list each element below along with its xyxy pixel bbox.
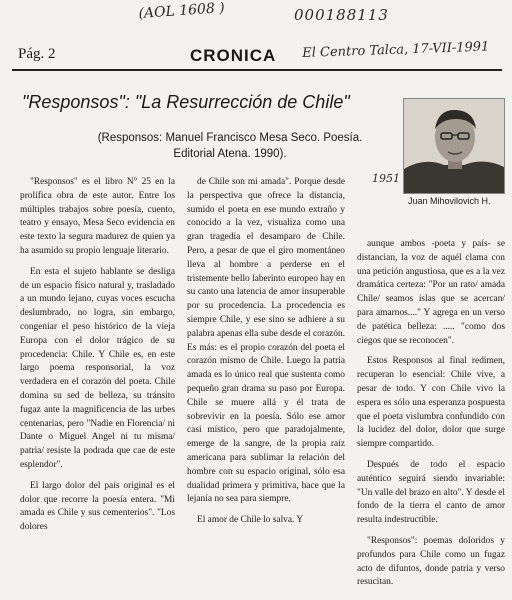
article-column-3	[357, 238, 505, 597]
portrait-image	[404, 99, 504, 193]
paragraph: aunque ambos -poeta y país- se distancian, la voz de aquél clama con una petición angustiosa, que es a la vez dramática certeza: "Por un rato/ amada Chile/ seamos islas que se acercan/ para amarnos...." Y agrega en un verso de patética belleza: ..... "como dos ciegos que se reconocen".	[357, 239, 505, 346]
paragraph: "Responsos": poemas doloridos y profundos para Chile como un fugaz acto de difuntos, donde patria y verso resucitan.	[357, 535, 505, 588]
header-rule	[12, 69, 502, 71]
article-column-2	[187, 176, 345, 535]
photo-caption: Juan Mihovilovich H.	[408, 196, 491, 206]
section-title: CRONICA	[190, 46, 277, 65]
paragraph: El amor de Chile lo salva. Y	[197, 515, 304, 526]
page-number: Pág. 2	[18, 46, 56, 62]
paragraph: Después de todo el espacio auténtico seguirá siendo invariable: "Un valle del brazo en alto". Y desde el fondo de la tierra el canto de amor resulta indestructible.	[357, 459, 505, 526]
handwritten-source-note: El Centro Talca, 17-VII-1991	[302, 39, 490, 61]
article-subtitle	[70, 130, 390, 162]
paragraph: "Responsos" es el libro N° 25 en la prolífica obra de este autor. Entre los múltiples trabajos sobre poesía, cuento, teatro y ensayo, Mesa Seco evidencia en este texto la segura madurez de quien ya ha asumido su propio lenguaje literario.	[20, 177, 175, 256]
paragraph: En esta el sujeto hablante se desliga de un espacio físico natural y, trasladado a un mundo lejano, cuyas voces escucha deslumbrado, no logra, sin embargo, congeniar el peso histórico de la vieja Europa con el dolor trágico de su procedencia: Chile. Y Chile es, en este largo poema responsorial, la voz verdadera en el corazón del poeta. Chile domina su sed de belleza, su tránsito fugaz ante la magnificencia de las urbes centenarias, pero "Nadie en Florencia/ ni Dante o Miguel Angel ni tu misma/ patria/ resiste la podrada que cae de este esplendor".	[20, 266, 175, 470]
subtitle-line: Editorial Atena. 1990).	[173, 148, 287, 160]
author-photo	[403, 98, 505, 194]
paragraph: El largo dolor del país original es el dolor que recorre la poesía entera. "Mi amada es Chile y sus cementerios". "Los dolores	[20, 480, 175, 533]
subtitle-line: (Responsos: Manuel Francisco Mesa Seco. Poesía.	[97, 132, 363, 144]
handwritten-year-note: 1951	[372, 172, 400, 185]
paragraph: Estos Responsos al final redimen, recuperan lo esencial: Chile vive, a pesar de todo. Y con Chile vivo la espera es sólo una esperanza pospuesta que el poeta vislumbra confundido con la lucidez del dolor, dolor que surge siempre compartido.	[357, 356, 505, 450]
paragraph: de Chile son mi amada". Porque desde la perspectiva que ofrece la distancia, sumido el poeta en ese mundo extraño y conocido a la vez, visualiza como una gran tragedia el desamparo de Chile. Pero, a pesar de que el giro momentáneo lleva al hombre a perderse en el tristemente bello laberinto europeo hay en su canto una latencia de amor insuperable por su procedencia. La procedencia es siempre Chile, y ese sino se adhiere a su palabra apenas ella sube desde el corazón. Es más: es el propio corazón del poeta el corazón mismo de Chile. Luego la patria amada es lo único real que sustenta como pequeño gran drama su paso por Europa. Chile se muere allá y él trata de sobrevivir en la poesía. Sólo ese amor casi místico, pero que paradojalmente, emerge de la sangre, de la propia raíz americana para sublimar la relación del hombre con su espacio original, sólo esa dualidad primera y primitiva, hace que la lejanía no sea para siempre.	[187, 177, 346, 505]
article-headline: "Responsos": "La Resurrección de Chile"	[22, 92, 350, 112]
handwritten-id-number: 000188113	[294, 6, 389, 24]
article-column-1	[20, 176, 175, 542]
handwritten-catalog-note: (AOL 1608 )	[138, 0, 226, 22]
